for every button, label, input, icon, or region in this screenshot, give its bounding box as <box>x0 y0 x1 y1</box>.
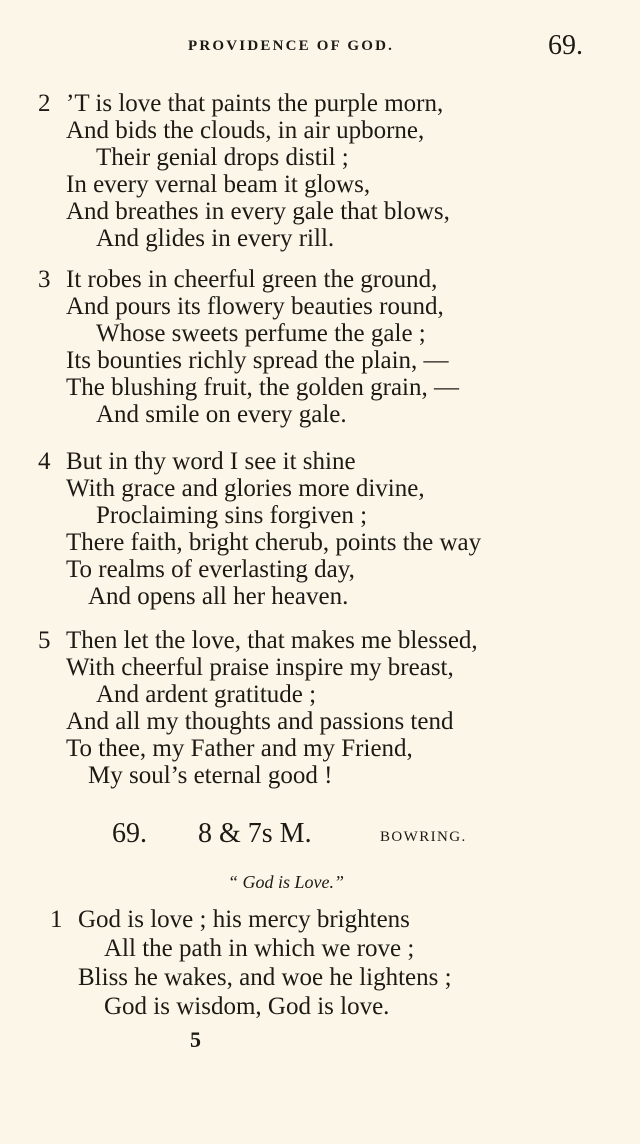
hymn-number: 69. <box>112 818 147 849</box>
verse-number: 1 <box>50 906 63 933</box>
verse-line: And ardent gratitude ; <box>96 681 317 708</box>
verse-line: And opens all her heaven. <box>88 583 349 610</box>
hymn-epigraph: “ God is Love.” <box>228 872 345 892</box>
verse-line: My soul’s eternal good ! <box>88 762 333 789</box>
verse-line: And breathes in every gale that blows, <box>66 198 450 225</box>
verse-line: It robes in cheerful green the ground, <box>66 266 438 293</box>
verse-line: Bliss he wakes, and woe he lightens ; <box>78 964 452 991</box>
verse-line: Proclaiming sins forgiven ; <box>96 502 368 529</box>
verse-number: 4 <box>38 448 51 475</box>
verse-line: God is wisdom, God is love. <box>104 993 390 1020</box>
verse-line: To realms of everlasting day, <box>66 556 355 583</box>
verse-line: And all my thoughts and passions tend <box>66 708 454 735</box>
hymn-header <box>0 818 640 858</box>
verse-number: 3 <box>38 266 51 293</box>
verse-line: Their genial drops distil ; <box>96 144 349 171</box>
verse-line: And glides in every rill. <box>96 225 335 252</box>
verse-line: Whose sweets perfume the gale ; <box>96 320 426 347</box>
verse-line: And bids the clouds, in air upborne, <box>66 117 425 144</box>
verse-line: But in thy word I see it shine <box>66 448 356 475</box>
verse-number: 5 <box>38 627 51 654</box>
verse-line: And pours its flowery beauties round, <box>66 293 444 320</box>
hymn-author: BOWRING. <box>380 829 467 845</box>
verse-line: There faith, bright cherub, points the way <box>66 529 482 556</box>
verse-number: 2 <box>38 90 51 117</box>
verse-line: And smile on every gale. <box>96 401 347 428</box>
verse-line: God is love ; his mercy brightens <box>78 906 410 933</box>
verse-line: Its bounties richly spread the plain, — <box>66 347 449 374</box>
verse-line: To thee, my Father and my Friend, <box>66 735 413 762</box>
verse-line: Then let the love, that makes me blessed, <box>66 627 478 654</box>
verse-line: With grace and glories more divine, <box>66 475 425 502</box>
verse-line: With cheerful praise inspire my breast, <box>66 654 454 681</box>
page-number: 69. <box>548 30 583 61</box>
verse-line: All the path in which we rove ; <box>104 935 415 962</box>
hymn-meter: 8 & 7s M. <box>198 818 312 849</box>
verse-line: In every vernal beam it glows, <box>66 171 371 198</box>
verse-line: ’T is love that paints the purple morn, <box>66 90 444 117</box>
running-head: PROVIDENCE OF GOD. <box>188 38 395 54</box>
signature-mark: 5 <box>190 1027 201 1052</box>
verse-line: The blushing fruit, the golden grain, — <box>66 374 459 401</box>
